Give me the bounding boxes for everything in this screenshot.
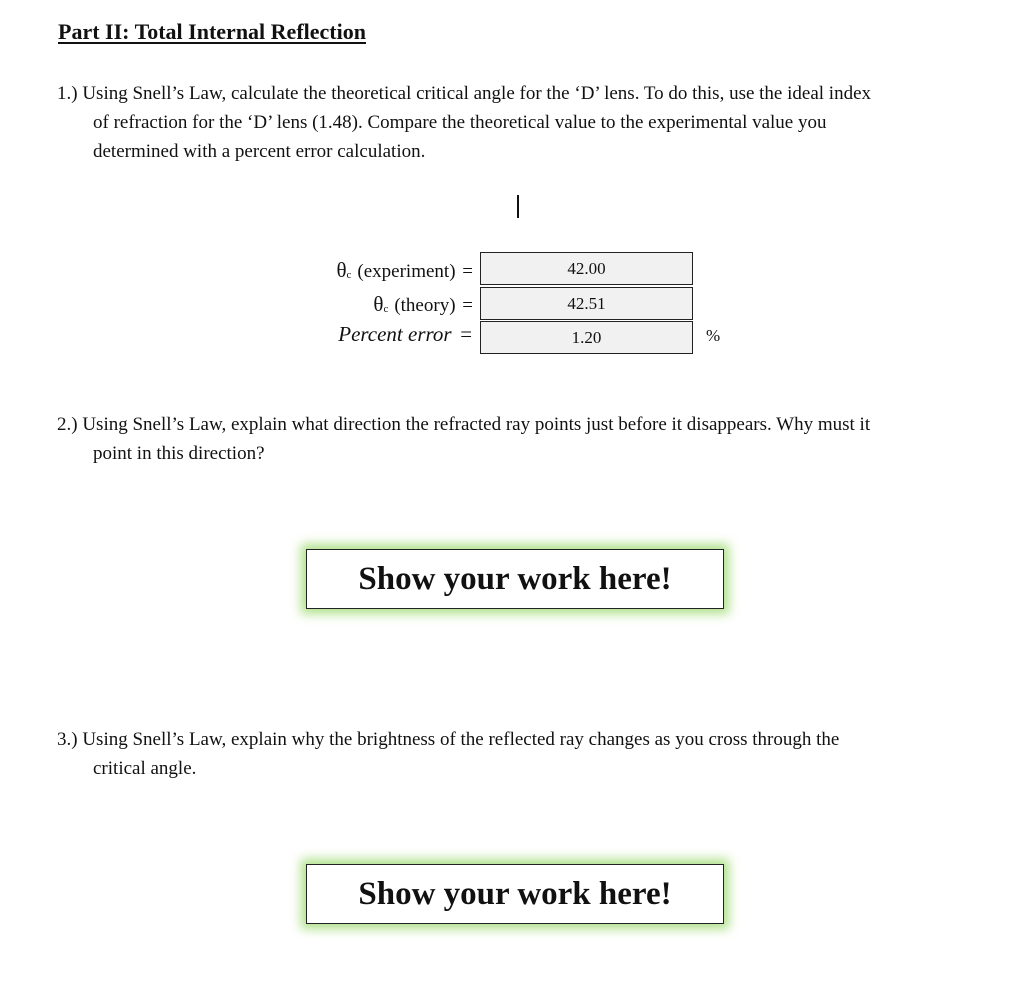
- equals-sign: =: [462, 295, 473, 316]
- theta-theory-label: [373, 292, 473, 317]
- work-area-1[interactable]: Show your work here!: [306, 549, 724, 609]
- percent-unit: %: [706, 326, 721, 345]
- percent-error-label: [338, 322, 473, 347]
- theory-label-text: (theory): [394, 295, 456, 316]
- experiment-label-text: (experiment): [357, 261, 456, 282]
- experiment-value-field[interactable]: 42.00: [480, 252, 693, 285]
- text-cursor: [517, 195, 519, 218]
- question-2-line-2: point in this direction?: [93, 443, 265, 464]
- theta-subscript: c: [346, 269, 352, 281]
- theta-experiment-label: [336, 258, 473, 283]
- section-heading: Part II: Total Internal Reflection: [58, 19, 366, 44]
- equals-sign: =: [458, 322, 473, 346]
- question-2-line-1: 2.) Using Snell’s Law, explain what direction the refracted ray points just before it disappears. Why must it: [57, 414, 871, 435]
- percent-error-value-field[interactable]: 1.20: [480, 321, 693, 354]
- question-2: [57, 410, 969, 468]
- question-3-line-2: critical angle.: [93, 758, 197, 779]
- theta-subscript: c: [383, 303, 389, 315]
- theta-symbol: θ: [336, 258, 347, 282]
- question-1-line-2: of refraction for the ‘D’ lens (1.48). Compare the theoretical value to the experimental value you: [93, 112, 827, 133]
- theory-value-field[interactable]: 42.51: [480, 287, 693, 320]
- equals-sign: =: [462, 261, 473, 282]
- question-1: [57, 79, 969, 166]
- question-3: [57, 725, 969, 783]
- theta-symbol: θ: [373, 292, 384, 316]
- question-3-line-1: 3.) Using Snell’s Law, explain why the brightness of the reflected ray changes as you cross through the: [57, 729, 840, 750]
- work-area-2[interactable]: Show your work here!: [306, 864, 724, 924]
- question-1-line-1: 1.) Using Snell’s Law, calculate the theoretical critical angle for the ‘D’ lens. To do this, use the ideal index: [57, 83, 872, 104]
- question-1-line-3: determined with a percent error calculation.: [93, 141, 426, 162]
- percent-error-label-text: Percent error: [338, 322, 452, 346]
